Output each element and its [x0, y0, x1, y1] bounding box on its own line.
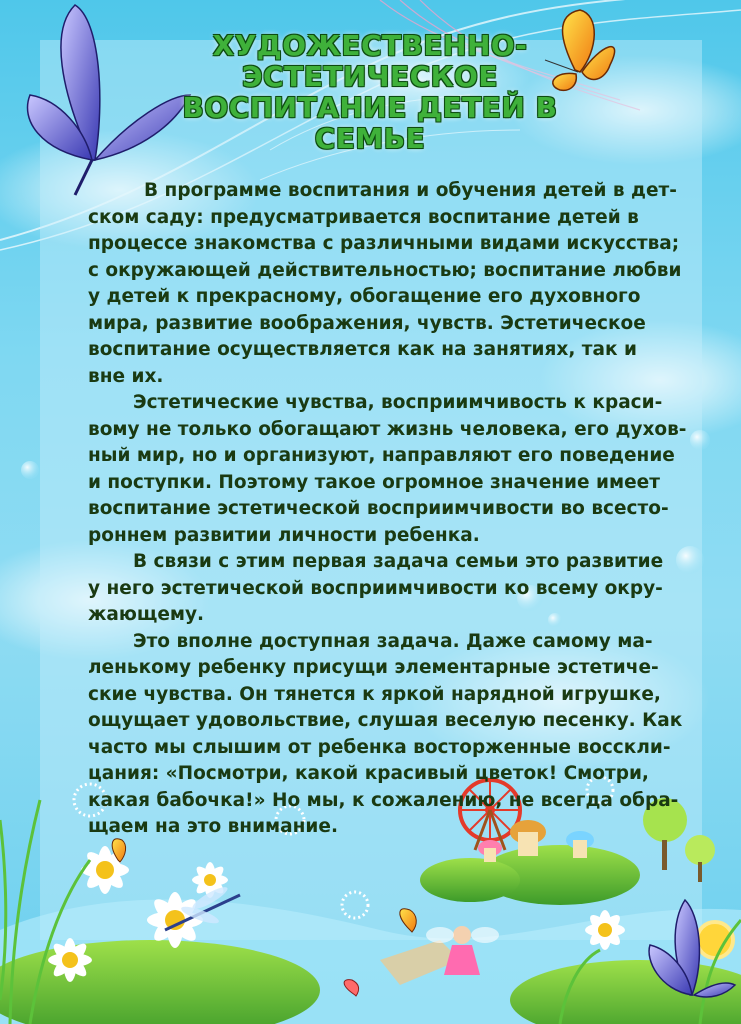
text-line: мира, развитие воображения, чувств. Эстетическое	[88, 312, 646, 334]
text-line: ощущает удовольствие, слушая веселую песенку. Как	[88, 710, 683, 731]
text-line: ный мир, но и организуют, направляют его поведение	[88, 445, 675, 466]
title-line: ЭСТЕТИЧЕСКОЕ	[242, 60, 498, 93]
text-line: у детей к прекрасному, обогащение его духовного	[88, 286, 641, 307]
text-line: часто мы слышим от ребенка восторженные восскли-	[88, 736, 671, 758]
text-line: щаем на это внимание.	[88, 816, 338, 837]
text-line: и поступки. Поэтому такое огромное значение имеет	[88, 471, 660, 493]
text-line: В программе воспитания и обучения детей в дет-	[144, 180, 677, 201]
text-line: В связи с этим первая задача семьи это развитие	[133, 551, 664, 572]
text-line: ские чувства. Он тянется к яркой нарядной игрушке,	[88, 683, 661, 705]
text-line: вому не только обогащают жизнь человека, его духов-	[88, 418, 687, 440]
text-line: воспитание осуществляется как на занятиях, так и	[88, 339, 637, 360]
title-line: ВОСПИТАНИЕ ДЕТЕЙ В	[182, 91, 558, 124]
text-line: с окружающей действительностью; воспитание любви	[88, 259, 682, 281]
title-line: ХУДОЖЕСТВЕННО-	[212, 29, 528, 62]
text-line: процессе знакомства с различными видами искусства;	[88, 233, 680, 254]
text-line: у него эстетической восприимчивости ко всему окру-	[88, 577, 663, 599]
text-line: вне их.	[88, 365, 164, 387]
text-line: роннем развитии личности ребенка.	[88, 524, 480, 546]
title-line: СЕМЬЕ	[314, 122, 426, 155]
text-line: воспитание эстетической восприимчивости во всесто-	[88, 498, 669, 519]
text-line: Эстетические чувства, восприимчивость к краси-	[133, 392, 663, 413]
text-line: Это вполне доступная задача. Даже самому ма-	[133, 630, 653, 652]
poster-title	[120, 30, 620, 154]
text-line: жающему.	[88, 604, 205, 625]
text-line: ленькому ребенку присущи элементарные эстетиче-	[88, 657, 659, 678]
article-body	[88, 178, 688, 841]
text-line: цания: «Посмотри, какой красивый цветок! Смотри,	[88, 763, 649, 784]
text-line: ском саду: предусматривается воспитание детей в	[88, 206, 639, 228]
text-line: какая бабочка!» Но мы, к сожалению, не всегда обра-	[88, 789, 679, 811]
